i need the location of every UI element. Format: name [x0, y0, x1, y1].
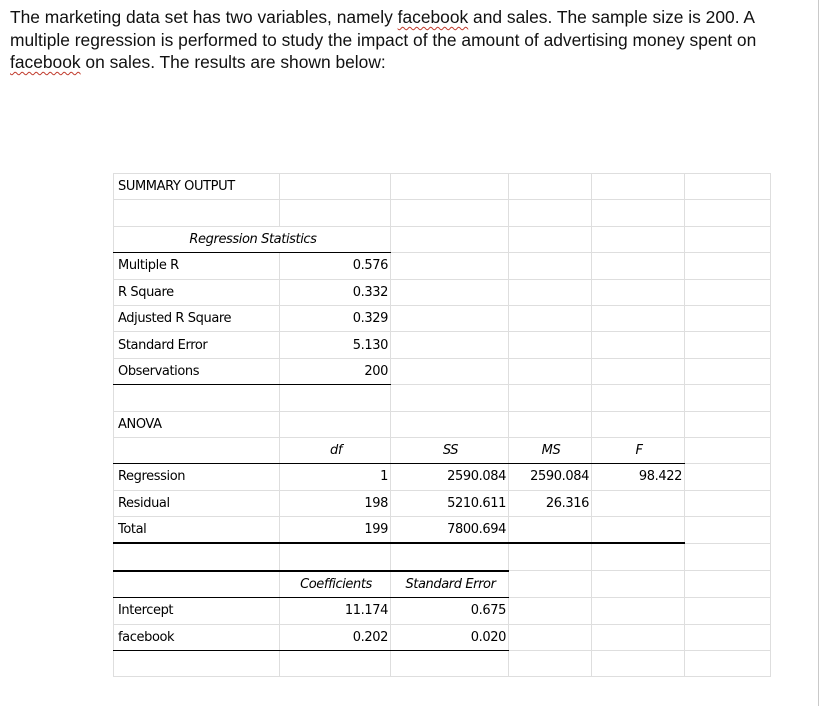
se-header: Standard Error — [391, 571, 509, 598]
anova-header-f: F — [592, 437, 685, 463]
anova-df: 199 — [280, 517, 391, 544]
anova-ms: 2590.084 — [509, 464, 592, 490]
table-row — [114, 305, 771, 331]
stat-label: R Square — [114, 279, 280, 305]
anova-row-label: Total — [114, 517, 280, 544]
coef-row-label: Intercept — [114, 598, 280, 624]
spellcheck-word: facebook — [397, 7, 469, 27]
anova-ss: 7800.694 — [391, 517, 509, 544]
coef-value: 0.202 — [280, 624, 391, 650]
table-row — [114, 571, 771, 598]
table-row — [114, 598, 771, 624]
anova-f: 98.422 — [592, 464, 685, 490]
table-row — [114, 624, 771, 650]
anova-title: ANOVA — [114, 411, 280, 437]
table-row — [114, 253, 771, 279]
page-right-border — [818, 0, 819, 706]
anova-header-ms: MS — [509, 437, 592, 463]
regression-statistics-heading: Regression Statistics — [114, 226, 391, 252]
anova-ms: 26.316 — [509, 490, 592, 516]
coef-value: 11.174 — [280, 598, 391, 624]
table-row — [114, 464, 771, 490]
stat-value: 200 — [280, 358, 391, 384]
stat-value: 0.332 — [280, 279, 391, 305]
table-row — [114, 226, 771, 252]
table-row — [114, 332, 771, 358]
spellcheck-word: facebook — [10, 52, 81, 72]
table-row — [114, 517, 771, 544]
table-row — [114, 358, 771, 384]
anova-row-label: Regression — [114, 464, 280, 490]
stat-value: 0.576 — [280, 253, 391, 279]
table-row — [114, 174, 771, 200]
stat-label: Standard Error — [114, 332, 280, 358]
table-row — [114, 437, 771, 463]
stat-label: Observations — [114, 358, 280, 384]
anova-row-label: Residual — [114, 490, 280, 516]
stat-label: Multiple R — [114, 253, 280, 279]
regression-summary-table — [113, 173, 771, 677]
se-value: 0.020 — [391, 624, 509, 650]
anova-header-ss: SS — [391, 437, 509, 463]
stat-value: 5.130 — [280, 332, 391, 358]
stat-value: 0.329 — [280, 305, 391, 331]
anova-df: 1 — [280, 464, 391, 490]
anova-ss: 2590.084 — [391, 464, 509, 490]
coef-row-label: facebook — [114, 624, 280, 650]
summary-title: SUMMARY OUTPUT — [114, 174, 280, 200]
table-row — [114, 490, 771, 516]
table-row — [114, 411, 771, 437]
table-row — [114, 279, 771, 305]
se-value: 0.675 — [391, 598, 509, 624]
anova-ss: 5210.611 — [391, 490, 509, 516]
coef-header: Coefficients — [280, 571, 391, 598]
problem-statement: The marketing data set has two variables, namely facebook and sales. The sample size is 200. A multiple regression is performed to study the impact of the amount of advertising money spent on facebook on sales. The results are shown below: — [10, 7, 757, 72]
stat-label: Adjusted R Square — [114, 305, 280, 331]
anova-header-df: df — [280, 437, 391, 463]
anova-df: 198 — [280, 490, 391, 516]
